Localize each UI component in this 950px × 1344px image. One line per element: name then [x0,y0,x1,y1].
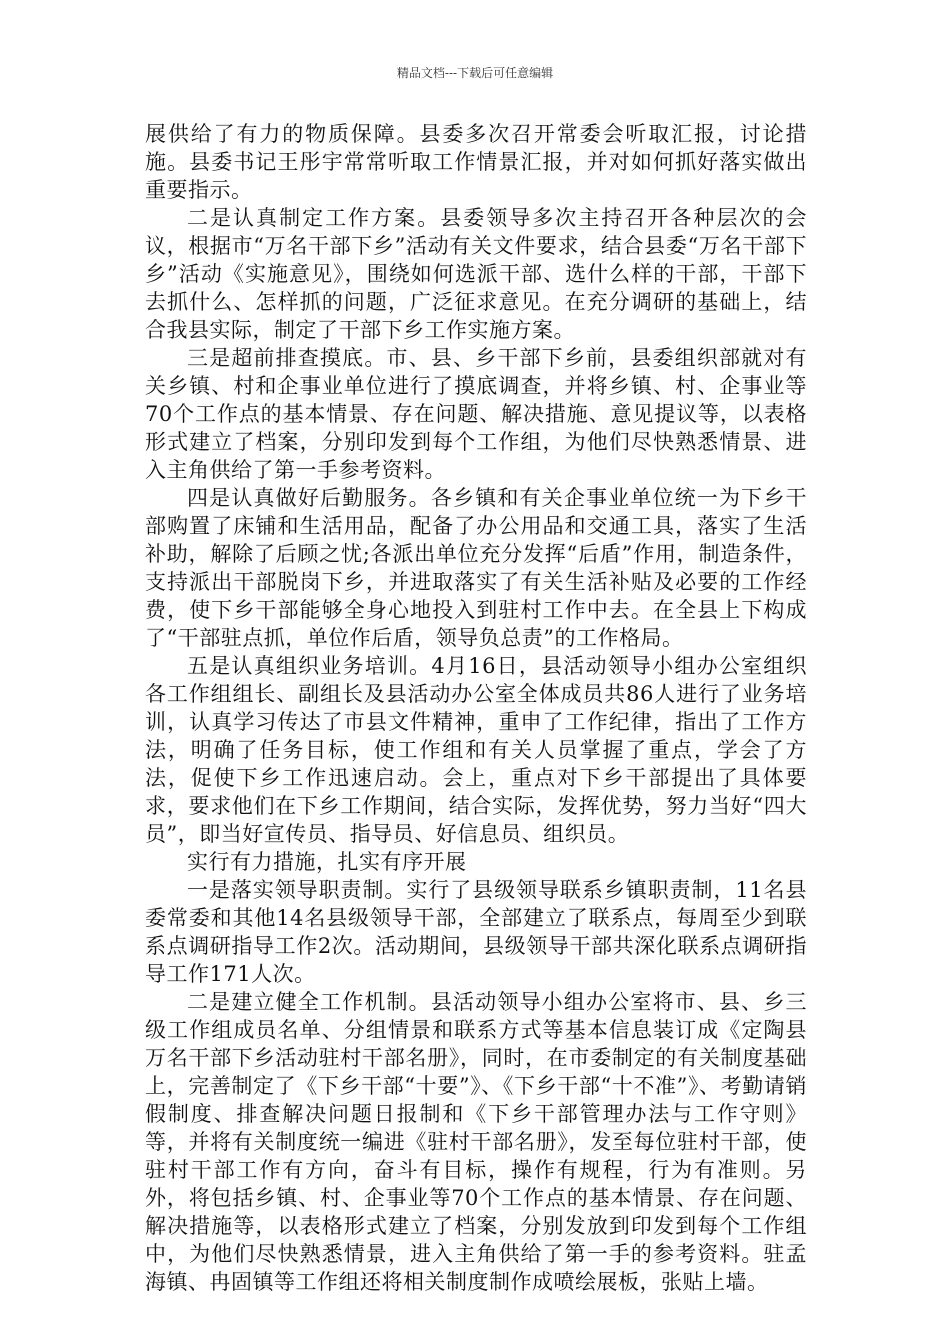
paragraph-2: 二是认真制定工作方案。县委领导多次主持召开各种层次的会议，根据市“万名干部下乡”活动有关文件要求，结合县委“万名干部下乡”活动《实施意见》，围绕如何选派干部、选什么样的干部，干部下去抓什么、怎样抓的问题，广泛征求意见。在充分调研的基础上，结合我县实际，制定了干部下乡工作实施方案。 [145,206,807,342]
section-heading: 实行有力措施，扎实有序开展 [187,850,467,874]
paragraph-5: 五是认真组织业务培训。4月16日，县活动领导小组办公室组织各工作组组长、副组长及县活动办公室全体成员共86人进行了业务培训，认真学习传达了市县文件精神，重申了工作纪律，指出了工作方法，明确了任务目标，使工作组和有关人员掌握了重点，学会了方法，促使下乡工作迅速启动。会上，重点对下乡干部提出了具体要求，要求他们在下乡工作期间，结合实际，发挥优势，努力当好“四大员”，即当好宣传员、指导员、好信息员、组织员。 [145,654,807,846]
paragraph-7: 二是建立健全工作机制。县活动领导小组办公室将市、县、乡三级工作组成员名单、分组情景和联系方式等基本信息装订成《定陶县万名干部下乡活动驻村干部名册》，同时，在市委制定的有关制度基础上，完善制定了《下乡干部“十要”》、《下乡干部“十不准”》、考勤请销假制度、排查解决问题日报制和《下乡干部管理办法与工作守则》等，并将有关制度统一编进《驻村干部名册》，发至每位驻村干部，使驻村干部工作有方向，奋斗有目标，操作有规程，行为有准则。另外，将包括乡镇、村、企事业等70个工作点的基本情景、存在问题、解决措施等，以表格形式建立了档案，分别发放到印发到每个工作组中，为他们尽快熟悉情景，进入主角供给了第一手的参考资料。驻孟海镇、冉固镇等工作组还将相关制度制作成喷绘展板，张贴上墙。 [145,990,807,1294]
paragraph-6: 一是落实领导职责制。实行了县级领导联系乡镇职责制，11名县委常委和其他14名县级领导干部，全部建立了联系点，每周至少到联系点调研指导工作2次。活动期间，县级领导干部共深化联系点调研指导工作171人次。 [145,878,807,986]
page-header: 精品文档---下载后可任意编辑 [396,66,554,80]
paragraph-4: 四是认真做好后勤服务。各乡镇和有关企事业单位统一为下乡干部购置了床铺和生活用品，配备了办公用品和交通工具，落实了生活补助，解除了后顾之忧;各派出单位充分发挥“后盾”作用，制造条件，支持派出干部脱岗下乡，并进取落实了有关生活补贴及必要的工作经费，使下乡干部能够全身心地投入到驻村工作中去。在全县上下构成了“干部驻点抓，单位作后盾，领导负总责”的工作格局。 [145,486,807,650]
paragraph-3: 三是超前排查摸底。市、县、乡干部下乡前，县委组织部就对有关乡镇、村和企事业单位进行了摸底调查，并将乡镇、村、企事业等70个工作点的基本情景、存在问题、解决措施、意见提议等，以表格形式建立了档案，分别印发到每个工作组，为他们尽快熟悉情景、进入主角供给了第一手参考资料。 [145,346,807,482]
paragraph-1: 展供给了有力的物质保障。县委多次召开常委会听取汇报，讨论措施。县委书记王彤宇常常听取工作情景汇报，并对如何抓好落实做出重要指示。 [145,122,807,202]
document-body [145,120,807,1296]
